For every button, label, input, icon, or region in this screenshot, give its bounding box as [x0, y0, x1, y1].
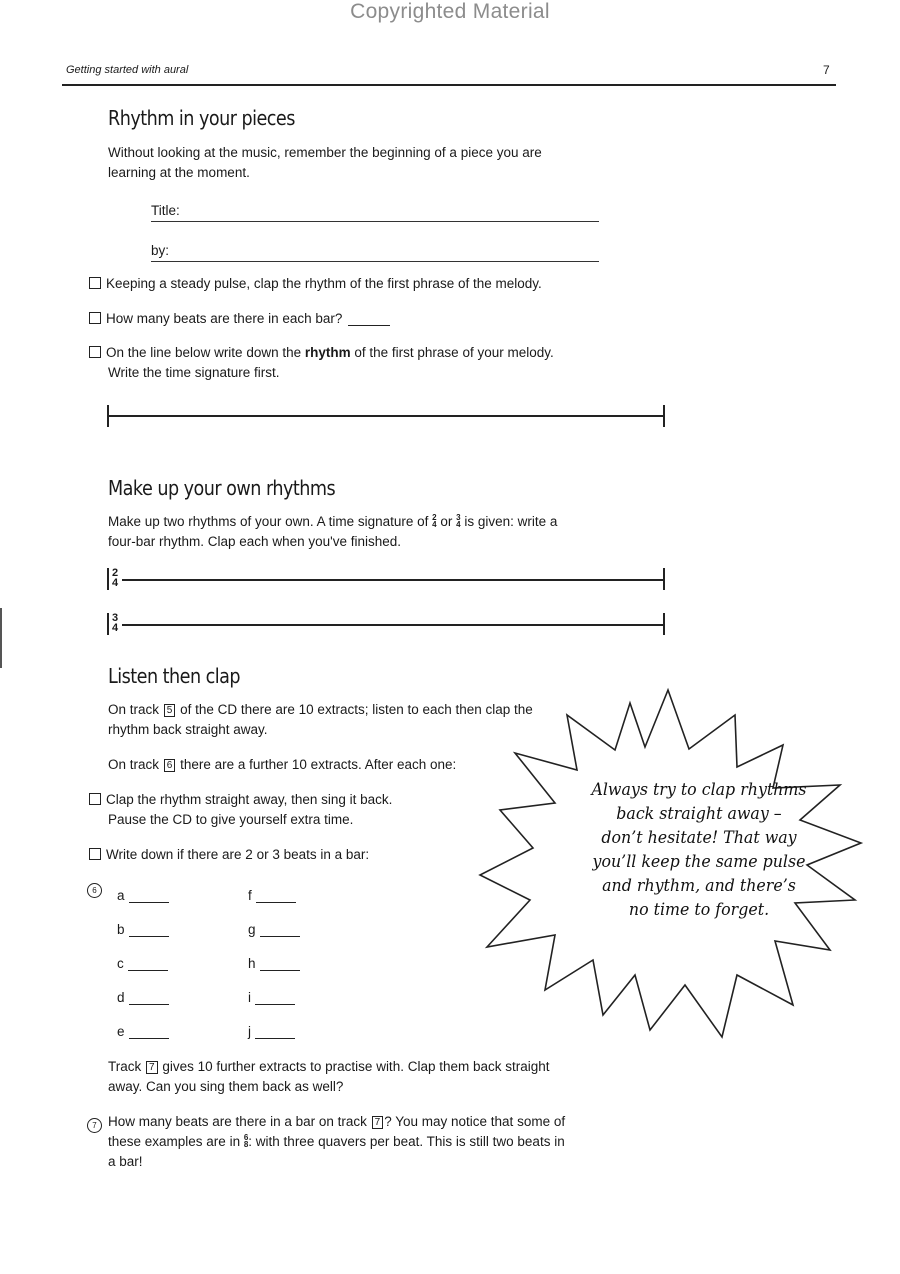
answer-letter: h [248, 956, 256, 971]
callout-line: don’t hesitate! That way [601, 828, 797, 848]
answer-blank[interactable] [256, 888, 296, 903]
answer-letter: c [117, 956, 124, 971]
time-signature-3-4 [110, 613, 120, 633]
intro-text: On track [108, 757, 160, 772]
answer-blank[interactable] [129, 888, 169, 903]
checkbox[interactable] [89, 793, 101, 805]
question-text: How many beats are there in a bar on track [108, 1114, 367, 1129]
sig-top: 2 [111, 567, 119, 579]
callout-line: no time to forget. [628, 900, 770, 920]
answer-letter: e [117, 1024, 125, 1039]
intro-line: learning at the moment. [108, 165, 250, 180]
intro-text: there are a further 10 extracts. After each one: [180, 757, 457, 772]
track-number-box: 7 [146, 1061, 158, 1074]
answer-blank[interactable] [255, 1024, 295, 1039]
sig-bottom: 4 [456, 520, 461, 529]
task-text: Write the time signature first. [108, 365, 280, 380]
section3-intro [108, 700, 533, 740]
answer-letter: g [248, 922, 256, 937]
task-text: How many beats are there in each bar? [106, 311, 343, 326]
track-number-box: 7 [372, 1116, 384, 1129]
section-heading-listen-then-clap: Listen then clap [108, 664, 241, 688]
sig-bottom: 8 [243, 1140, 249, 1149]
answer-letter: a [117, 888, 125, 903]
answer-blank[interactable] [129, 922, 169, 937]
section2-intro [108, 512, 557, 552]
task-text-bold: rhythm [304, 345, 351, 360]
answer-row [117, 913, 169, 947]
page-number: 7 [823, 63, 830, 77]
circled-track-number: 7 [87, 1118, 102, 1133]
checkbox[interactable] [89, 848, 101, 860]
callout-line: you’ll keep the same pulse [592, 852, 806, 872]
staff-start-barline [107, 613, 109, 635]
question-beats-track-7 [108, 1112, 565, 1172]
sig-top: 3 [456, 513, 461, 522]
staff-end-barline [663, 405, 665, 427]
sig-bottom: 4 [111, 622, 119, 634]
answer-blank[interactable] [260, 956, 300, 971]
sig-top: 6 [243, 1133, 249, 1142]
answer-blank[interactable] [348, 311, 390, 326]
sig-bottom: 4 [111, 577, 119, 589]
intro-text: gives 10 further extracts to practise with. Clap them back straight [162, 1059, 550, 1074]
callout-line: Always try to clap rhythms [591, 780, 807, 800]
section-heading-make-up-your-own-rhythms: Make up your own rhythms [108, 476, 336, 500]
running-head: Getting started with aural [66, 64, 189, 76]
track-marker-6 [87, 880, 102, 898]
answer-row [117, 1015, 169, 1049]
task-text: Pause the CD to give yourself extra time. [108, 812, 354, 827]
question-text: a bar! [108, 1154, 143, 1169]
answer-row [248, 913, 300, 947]
task-clap-and-sing [89, 790, 392, 830]
intro-text: or [440, 514, 453, 529]
track-number-box: 6 [164, 759, 176, 772]
rhythm-line-2-4[interactable] [122, 579, 665, 581]
rhythm-line[interactable] [107, 415, 665, 417]
task-text: Keeping a steady pulse, clap the rhythm of the first phrase of the melody. [106, 276, 542, 291]
task-clap-rhythm [89, 274, 542, 294]
intro-text: Track [108, 1059, 142, 1074]
checkbox[interactable] [89, 277, 101, 289]
callout-text [570, 778, 829, 922]
section3-para2 [108, 755, 456, 775]
answer-letter: f [248, 888, 252, 903]
task-text: of the first phrase of your melody. [350, 345, 554, 360]
intro-text: is given: write a [464, 514, 558, 529]
answers-right-column [248, 879, 300, 1049]
time-signature-inline [432, 514, 436, 528]
callout-line: back straight away – [616, 804, 782, 824]
answer-row [117, 879, 169, 913]
by-field[interactable] [151, 261, 599, 262]
time-signature-inline [456, 514, 460, 528]
by-label: by: [151, 243, 170, 258]
checkbox[interactable] [89, 312, 101, 324]
task-write-rhythm [89, 343, 554, 383]
section3-para3 [108, 1057, 550, 1097]
answer-blank[interactable] [260, 922, 300, 937]
staff-end-barline [663, 613, 665, 635]
staff-end-barline [663, 568, 665, 590]
track-marker-7 [87, 1115, 102, 1133]
task-text: Clap the rhythm straight away, then sing it back. [106, 792, 393, 807]
answer-letter: d [117, 990, 125, 1005]
answer-blank[interactable] [255, 990, 295, 1005]
sig-top: 3 [111, 612, 119, 624]
intro-text: of the CD there are 10 extracts; listen to each then clap the [180, 702, 533, 717]
answer-row [117, 947, 169, 981]
answer-blank[interactable] [129, 990, 169, 1005]
intro-line: away. Can you sing them back as well? [108, 1079, 344, 1094]
intro-line: four-bar rhythm. Clap each when you've finished. [108, 534, 401, 549]
answer-blank[interactable] [128, 956, 168, 971]
task-text: On the line below write down the [106, 345, 305, 360]
question-text: ? You may notice that some of [384, 1114, 566, 1129]
answer-row [248, 1015, 300, 1049]
watermark: Copyrighted Material [350, 0, 550, 23]
answer-blank[interactable] [129, 1024, 169, 1039]
rhythm-line-3-4[interactable] [122, 624, 665, 626]
answer-row [248, 947, 300, 981]
checkbox[interactable] [89, 346, 101, 358]
sig-top: 2 [432, 513, 437, 522]
answer-row [248, 981, 300, 1015]
intro-text: On track [108, 702, 160, 717]
question-text: : with three quavers per beat. This is still two beats in [248, 1134, 565, 1149]
intro-text: Make up two rhythms of your own. A time signature of [108, 514, 429, 529]
section-heading-rhythm-in-your-pieces: Rhythm in your pieces [108, 106, 295, 130]
sig-bottom: 4 [432, 520, 437, 529]
answer-letter: i [248, 990, 251, 1005]
answers-left-column [117, 879, 169, 1049]
intro-line: Without looking at the music, remember the beginning of a piece you are [108, 145, 542, 160]
title-field[interactable] [151, 221, 599, 222]
task-beats-per-bar [89, 309, 390, 329]
intro-line: rhythm back straight away. [108, 722, 268, 737]
time-signature-2-4 [110, 568, 120, 588]
task-write-beats [89, 845, 369, 865]
question-text: these examples are in [108, 1134, 241, 1149]
circled-track-number: 6 [87, 883, 102, 898]
track-number-box: 5 [164, 704, 176, 717]
title-label: Title: [151, 203, 180, 218]
task-text: Write down if there are 2 or 3 beats in a bar: [106, 847, 370, 862]
page-edge-mark [0, 608, 2, 668]
answer-letter: j [248, 1024, 251, 1039]
answer-row [248, 879, 300, 913]
section1-intro [108, 143, 542, 183]
callout-line: and rhythm, and there’s [602, 876, 796, 896]
header-rule [62, 84, 836, 86]
answer-letter: b [117, 922, 125, 937]
answer-row [117, 981, 169, 1015]
staff-start-barline [107, 568, 109, 590]
